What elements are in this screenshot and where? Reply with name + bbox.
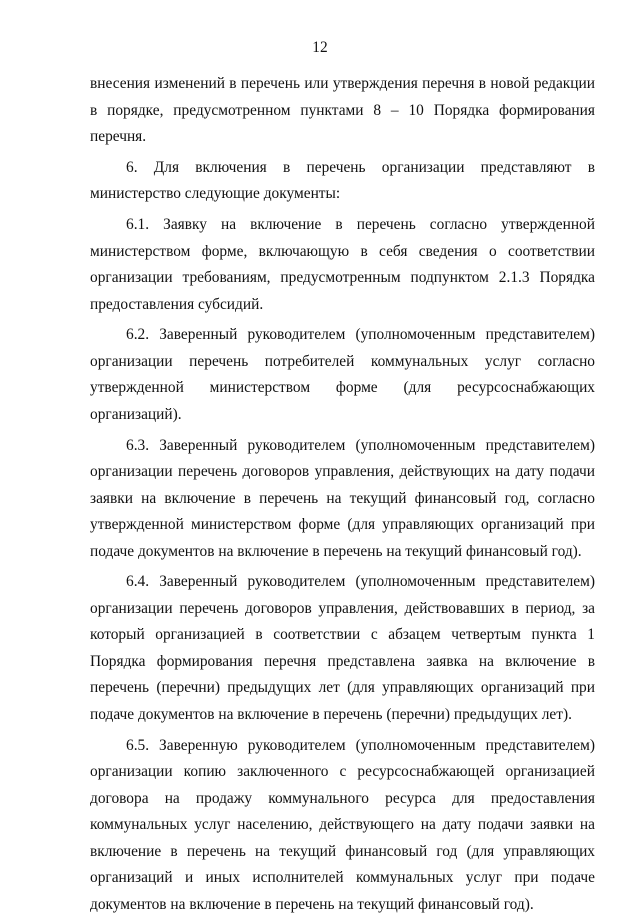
paragraph-item-6: 6. Для включения в перечень организации представляют в министерство следующие документы:	[90, 158, 595, 203]
paragraph-item-6-1: 6.1. Заявку на включение в перечень согласно утвержденной министерством форме, включающую в себя сведения о соответствии организации требованиям, предусмотренным подпунктом 2.1.3 Порядка предоставления субсидий.	[90, 216, 595, 313]
paragraph-continuation: внесения изменений в перечень или утверждения перечня в новой редакции в порядке, предусмотренном пунктами 8 – 10 Порядка формирования перечня.	[90, 75, 595, 145]
paragraph-item-6-5: 6.5. Заверенную руководителем (уполномоченным представителем) организации копию заключенного с ресурсоснабжающей организацией договора на продажу коммунального ресурса для предоставления коммунальных услуг населению, действующего на дату подачи заявки на включение в перечень на текущий финансовый год (для управляющих организаций и иных исполнителей коммунальных услуг при подаче документов на включение в перечень на текущий финансовый год).	[90, 736, 595, 913]
paragraph-item-6-2: 6.2. Заверенный руководителем (уполномоченным представителем) организации перечень потребителей коммунальных услуг согласно утвержденной министерством форме (для ресурсоснабжающих организаций).	[90, 326, 595, 423]
page-number: 12	[312, 39, 328, 56]
paragraph-item-6-4: 6.4. Заверенный руководителем (уполномоченным представителем) организации перечень договоров управления, действовавших в период, за который организацией в соответствии с абзацем четвертым пункта 1 Порядка формирования перечня представлена заявка на включение в перечень (перечни) предыдущих лет (для управляющих организаций при подаче документов на включение в перечень (перечни) предыдущих лет).	[90, 573, 595, 723]
paragraph-item-6-3: 6.3. Заверенный руководителем (уполномоченным представителем) организации перечень договоров управления, действующих на дату подачи заявки на включение в перечень на текущий финансовый год, согласно утвержденной министерством форме (для управляющих организаций при подаче документов на включение в перечень на текущий финансовый год).	[90, 436, 595, 560]
document-body	[90, 71, 595, 923]
